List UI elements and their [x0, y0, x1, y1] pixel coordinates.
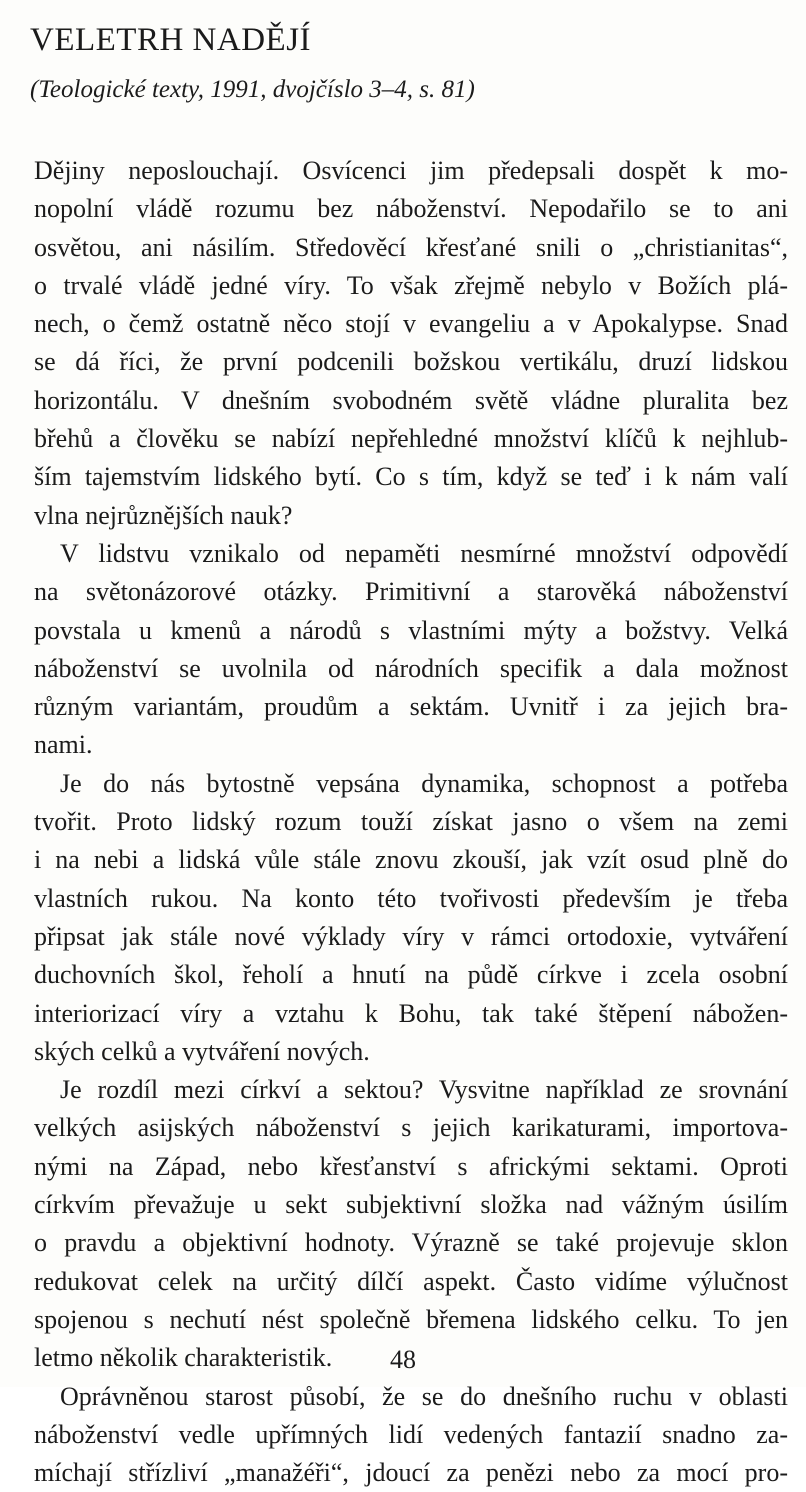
- text-line: Dějiny neposlouchají. Osvícenci jim předepsali dospět k mo-: [34, 156, 788, 185]
- text-line: náboženství se uvolnila od národních specifik a dala možnost: [34, 653, 788, 683]
- text-line: nopolní vládě rozumu bez náboženství. Nepodařilo se to ani: [34, 194, 788, 224]
- text-line: se dá říci, že první podcenili božskou vertikálu, druzí lidskou: [34, 347, 788, 377]
- text-line: církvím převažuje u sekt subjektivní složka nad vážným úsilím: [34, 1190, 788, 1220]
- text-line: interiorizací víry a vztahu k Bohu, tak také štěpení nábožen-: [34, 998, 788, 1028]
- text-line: břehů a člověku se nabízí nepřehledné množství klíčů k nejhlub-: [34, 424, 788, 454]
- text-line: ských celků a vytváření nových.: [34, 1036, 370, 1066]
- chapter-title: VELETRH NADĚJÍ: [30, 22, 312, 58]
- text-line: letmo několik charakteristik.: [34, 1343, 333, 1373]
- text-line: nech, o čemž ostatně něco stojí v evangeliu a v Apokalypse. Snad: [34, 309, 788, 339]
- text-line: o trvalé vládě jedné víry. To však zřejmě nebylo v Božích plá-: [34, 270, 788, 300]
- text-line: nami.: [34, 730, 93, 760]
- text-line: na světonázorové otázky. Primitivní a starověká náboženství: [34, 577, 788, 607]
- text-line: náboženství vedle upřímných lidí vedených fantazií snadno za-: [34, 1419, 788, 1449]
- text-line: o pravdu a objektivní hodnoty. Výrazně se také projevuje sklon: [34, 1228, 788, 1258]
- text-line: i na nebi a lidská vůle stále znovu zkouší, jak vzít osud plně do: [34, 845, 788, 875]
- text-line: V lidstvu vznikalo od nepaměti nesmírné množství odpovědí: [60, 538, 788, 568]
- source-citation: (Teologické texty, 1991, dvojčíslo 3–4, s. 81): [30, 76, 475, 103]
- text-line: ším tajemstvím lidského bytí. Co s tím, když se teď i k nám valí: [34, 462, 788, 492]
- text-line: Je rozdíl mezi církví a sektou? Vysvitne například ze srovnání: [60, 1075, 788, 1105]
- text-line: duchovních škol, řeholí a hnutí na půdě církve i zcela osobní: [34, 960, 788, 990]
- text-line: vlastních rukou. Na konto této tvořivosti především je třeba: [34, 883, 788, 913]
- text-line: velkých asijských náboženství s jejich karikaturami, importova-: [34, 1113, 788, 1143]
- text-line: redukovat celek na určitý dílčí aspekt. Často vidíme výlučnost: [34, 1266, 788, 1296]
- body-text: [34, 152, 788, 1492]
- text-line: připsat jak stále nové výklady víry v rámci ortodoxie, vytváření: [34, 921, 788, 951]
- text-line: osvětou, ani násilím. Středověcí křesťané snili o „christianitas“,: [34, 232, 788, 262]
- text-line: Oprávněnou starost působí, že se do dnešního ruchu v oblasti: [60, 1381, 788, 1411]
- text-line: různým variantám, proudům a sektám. Uvnitř i za jejich bra-: [34, 692, 788, 722]
- text-line: nými na Západ, nebo křesťanství s africkými sektami. Oproti: [34, 1151, 788, 1181]
- text-line: horizontálu. V dnešním svobodném světě vládne pluralita bez: [34, 385, 788, 415]
- text-line: spojenou s nechutí nést společně břemena lidského celku. To jen: [34, 1304, 788, 1334]
- text-line: Je do nás bytostně vepsána dynamika, schopnost a potřeba: [60, 768, 788, 798]
- page-number: 48: [390, 1345, 416, 1374]
- text-line: vlna nejrůznějších nauk?: [34, 500, 293, 530]
- text-line: míchají střízliví „manažéři“, jdoucí za penězi nebo za mocí pro-: [34, 1458, 788, 1488]
- text-line: tvořit. Proto lidský rozum touží získat jasno o všem na zemi: [34, 807, 788, 837]
- text-line: povstala u kmenů a národů s vlastními mýty a božstvy. Velká: [34, 615, 788, 645]
